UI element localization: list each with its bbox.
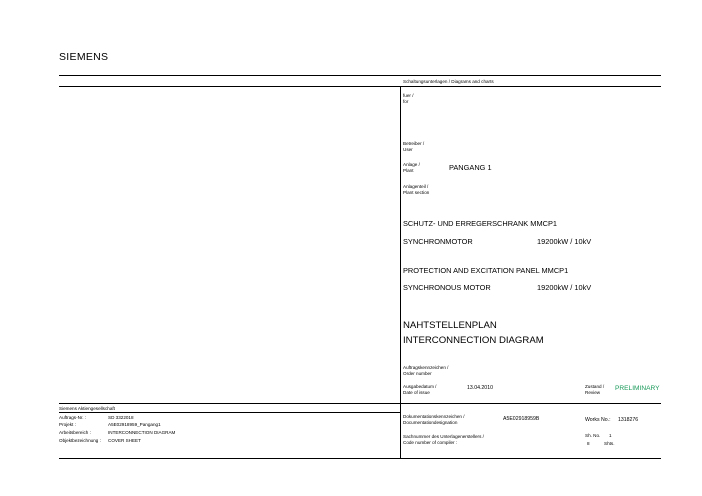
work-area-value: INTERCONNECTION DIAGRAM: [108, 430, 176, 435]
object-label: Objektbezeichnung :: [59, 438, 101, 443]
order-number-label-en: Order number: [403, 371, 432, 376]
doc-designation-label-de: Dokumentationskennzeichen /: [403, 414, 465, 419]
order-number-label-de: Auftragskennzeichen /: [403, 365, 449, 370]
company-name: Siemens Aktiengesellschaft: [59, 406, 115, 411]
for-label-de: fuer /: [403, 93, 414, 98]
motor-type-en: SYNCHRONOUS MOTOR: [403, 283, 491, 292]
issue-date-label-en: Date of issue: [403, 390, 430, 395]
sheet-no-label: Sh. No.: [585, 433, 601, 438]
top-border-line: [59, 75, 661, 76]
plant-value: PANGANG 1: [449, 163, 492, 172]
plant-section-label-de: Anlagenteil /: [403, 184, 429, 189]
company-underline: [59, 412, 400, 413]
titleblock-top-line: [59, 403, 661, 404]
doc-designation-label-en: Documentationdesignation: [403, 420, 458, 425]
project-value: A5E02918959_Pangang1: [108, 422, 161, 427]
motor-rating-en: 19200kW / 10kV: [537, 283, 592, 292]
diagram-title-de: NAHTSTELLENPLAN: [403, 320, 497, 331]
user-label-en: User: [403, 147, 413, 152]
plant-section-label-en: Plant section: [403, 190, 430, 195]
issue-date-label-de: Ausgabedatum /: [403, 384, 437, 389]
for-label-en: for: [403, 99, 409, 104]
works-no-label: Works No.:: [585, 417, 611, 423]
siemens-logo: SIEMENS: [59, 51, 109, 63]
project-label: Projekt :: [59, 422, 76, 427]
compiler-code-label-en: Code number of compiler :: [403, 440, 458, 445]
issue-date-value: 13.04.2010: [467, 385, 493, 391]
diagram-title-en: INTERCONNECTION DIAGRAM: [403, 335, 544, 346]
sheet-count-label: Shts.: [604, 441, 615, 446]
status-label-en: Review: [585, 390, 601, 395]
equipment-title-en: PROTECTION AND EXCITATION PANEL MMCP1: [403, 266, 569, 275]
status-label-de: Zustand /: [585, 384, 605, 389]
order-no-value: SD 3322018: [108, 415, 134, 420]
object-value: COVER SHEET: [108, 438, 141, 443]
column-divider-line: [400, 86, 401, 458]
user-label-de: Betreiber /: [403, 141, 425, 146]
compiler-code-label-de: Sachnummer des Unterlagenerstellers /: [403, 434, 484, 439]
sheet-count-value: 8: [587, 441, 590, 446]
header-caption: Schaltungsunterlagen / Diagrams and charts: [403, 79, 494, 84]
bottom-border-line: [59, 458, 661, 459]
motor-type-de: SYNCHRONMOTOR: [403, 237, 473, 246]
works-no-value: 1318276: [618, 417, 639, 423]
doc-designation-value: A5E02918959B: [503, 416, 540, 422]
status-badge: PRELIMINARY: [615, 385, 660, 392]
plant-label-en: Plant: [403, 168, 414, 173]
header-divider-line: [59, 86, 661, 87]
sheet-no-value: 1: [609, 433, 612, 438]
motor-rating-de: 19200kW / 10kV: [537, 237, 592, 246]
work-area-label: Arbeitsbereich :: [59, 430, 91, 435]
plant-label-de: Anlage /: [403, 162, 420, 167]
order-no-label: Auftrags-Nr. :: [59, 415, 87, 420]
equipment-title-de: SCHUTZ- UND ERREGERSCHRANK MMCP1: [403, 219, 557, 228]
